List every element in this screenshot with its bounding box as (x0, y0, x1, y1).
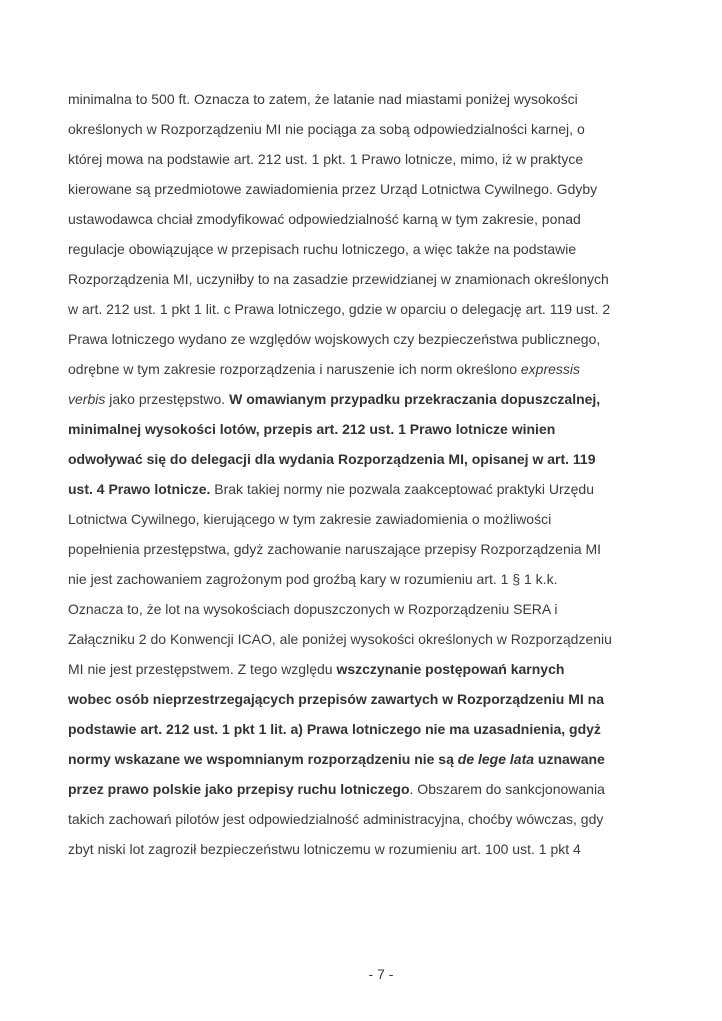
text-run: odrębne w tym zakresie rozporządzenia i naruszenie ich norm określono (68, 361, 521, 377)
text-run: Rozporządzenia MI, uczyniłby to na zasadzie przewidzianej w znamionach określonych (68, 271, 609, 287)
text-run: verbis (68, 391, 106, 407)
text-line (68, 804, 658, 834)
text-line (68, 414, 658, 444)
text-line (68, 444, 658, 474)
text-line (68, 474, 658, 504)
text-line (68, 174, 658, 204)
text-line (68, 354, 658, 384)
text-line (68, 384, 658, 414)
text-run: zbyt niski lot zagroził bezpieczeństwu lotniczemu w rozumieniu art. 100 ust. 1 pkt 4 (68, 841, 581, 857)
text-run: której mowa na podstawie art. 212 ust. 1 pkt. 1 Prawo lotnicze, mimo, iż w praktyce (68, 151, 584, 167)
text-line (68, 114, 658, 144)
body-text (68, 84, 658, 864)
text-run: wobec osób nieprzestrzegających przepisów zawartych w Rozporządzeniu MI na (68, 691, 605, 707)
text-run: minimalnej wysokości lotów, przepis art. 212 ust. 1 Prawo lotnicze winien (68, 421, 556, 437)
text-run: Oznacza to, że lot na wysokościach dopuszczonych w Rozporządzeniu SERA i (68, 601, 558, 617)
text-run: minimalna to 500 ft. Oznacza to zatem, że latanie nad miastami poniżej wysokości (68, 91, 578, 107)
text-run: jako przestępstwo. (105, 391, 230, 407)
text-line (68, 234, 658, 264)
text-run: nie jest zachowaniem zagrożonym pod groźbą kary w rozumieniu art. 1 § 1 k.k. (68, 571, 558, 587)
text-run: popełnienia przestępstwa, gdyż zachowanie naruszające przepisy Rozporządzenia MI (68, 541, 602, 557)
text-run: Prawa lotniczego wydano ze względów wojskowych czy bezpieczeństwa publicznego, (68, 331, 601, 347)
text-line (68, 294, 658, 324)
text-line (68, 714, 658, 744)
text-line (68, 264, 658, 294)
text-line (68, 534, 658, 564)
text-run: odwoływać się do delegacji dla wydania Rozporządzenia MI, opisanej w art. 119 (68, 451, 596, 467)
text-run: Lotnictwa Cywilnego, kierującego w tym zakresie zawiadomienia o możliwości (68, 511, 552, 527)
text-line (68, 324, 658, 354)
text-line (68, 594, 658, 624)
text-line (68, 564, 658, 594)
text-run: określonych w Rozporządzeniu MI nie pociąga za sobą odpowiedzialności karnej, o (68, 121, 585, 137)
text-line (68, 834, 658, 864)
text-run: w art. 212 ust. 1 pkt 1 lit. c Prawa lotniczego, gdzie w oparciu o delegację art. 119 ust. 2 (68, 301, 611, 317)
text-run: regulacje obowiązujące w przepisach ruchu lotniczego, a więc także na podstawie (68, 241, 577, 257)
text-line (68, 684, 658, 714)
text-line (68, 654, 658, 684)
text-line (68, 504, 658, 534)
text-run: W omawianym przypadku przekraczania dopuszczalnej, (229, 391, 601, 407)
text-line (68, 744, 658, 774)
text-run: expressis (520, 361, 581, 377)
text-run: przez prawo polskie jako przepisy ruchu lotniczego (68, 781, 410, 797)
text-run: . Obszarem do sankcjonowania (409, 781, 605, 797)
text-line (68, 144, 658, 174)
text-run: Załączniku 2 do Konwencji ICAO, ale poniżej wysokości określonych w Rozporządzeniu (68, 631, 612, 647)
text-run: MI nie jest przestępstwem. Z tego względu (68, 661, 337, 677)
text-run: kierowane są przedmiotowe zawiadomienia przez Urząd Lotnictwa Cywilnego. Gdyby (68, 181, 598, 197)
text-run: de lege lata (457, 751, 535, 767)
text-run: takich zachowań pilotów jest odpowiedzialność administracyjna, choćby wówczas, gdy (68, 811, 604, 827)
text-run: Brak takiej normy nie pozwala zaakceptować praktyki Urzędu (210, 481, 594, 497)
text-run: ust. 4 Prawo lotnicze. (68, 481, 211, 497)
text-line (68, 204, 658, 234)
text-run: uznawane (534, 751, 605, 767)
text-run: ustawodawca chciał zmodyfikować odpowiedzialność karną w tym zakresie, ponad (68, 211, 581, 227)
text-run: wszczynanie postępowań karnych (336, 661, 565, 677)
page-number: - 7 - (368, 966, 394, 982)
text-run: normy wskazane we wspomnianym rozporządzeniu nie są (68, 751, 458, 767)
text-run: podstawie art. 212 ust. 1 pkt 1 lit. a) Prawa lotniczego nie ma uzasadnienia, gdyż (68, 721, 601, 737)
text-line (68, 774, 658, 804)
text-line (68, 84, 658, 114)
text-line (68, 624, 658, 654)
